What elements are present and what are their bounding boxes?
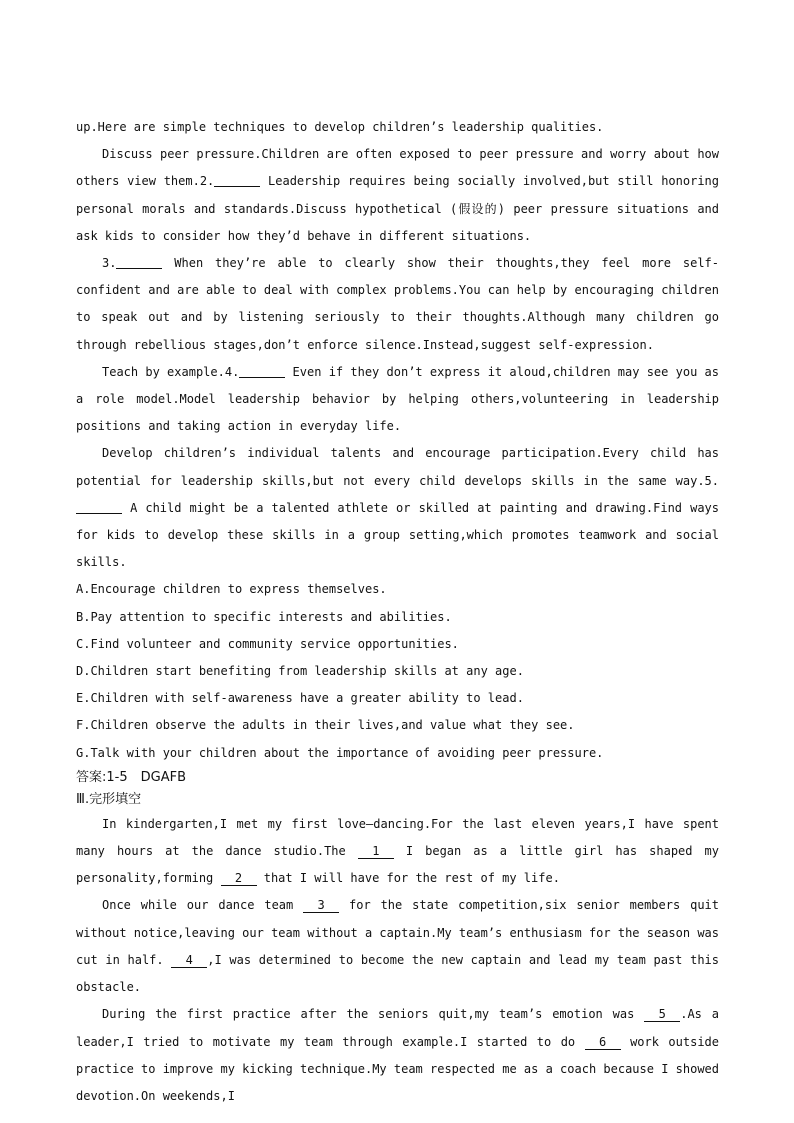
option-a: A.Encourage children to express themselves. [76,582,387,597]
passage-intro-line: up.Here are simple techniques to develop children’s leadership qualities. [76,120,604,134]
answer-key: 答案:1-5 DGAFB [76,769,186,785]
document-content [76,114,719,1110]
cloze-1-text-b: I began as a little girl has shaped my personality,forming [76,844,719,886]
paragraph-1-text-b: Leadership requires being socially involved,but still honoring personal morals and standards.Discuss hypothetical (假设的) peer pressure situations and ask kids to consider how they’d behave in different situations. [76,174,719,243]
cloze-2-text-c: ,I was determined to become the new captain and lead my team past this obstacle. [76,952,719,995]
paragraph-3-text-a: Teach by example.4. [102,364,240,379]
cloze-blank-5[interactable]: 5 [644,1007,680,1022]
cloze-3-text-a: During the first practice after the seniors quit,my team’s emotion was [102,1007,645,1022]
option-e: E.Children with self-awareness have a greater ability to lead. [76,691,524,706]
cloze-3-text-b: .As a leader,I tried to motivate my team through example.I started to do [76,1007,720,1049]
passage-paragraph-2 [76,250,719,359]
answer-blank-2[interactable] [214,173,260,187]
paragraph-2-text-a: 3. [102,256,117,271]
cloze-blank-1[interactable]: 1 [358,844,394,859]
cloze-1-text-c: that I will have for the rest of my life. [256,871,560,886]
answer-blank-4[interactable] [239,364,285,378]
section-title: Ⅲ.完形填空 [76,791,142,807]
cloze-blank-3[interactable]: 3 [303,898,339,913]
cloze-1-text-a: In kindergarten,I met my first love—dancing.For the last eleven years,I have spent many hours at the dance studio.The [76,816,719,859]
cloze-2-text-b: for the state competition,six senior members quit without notice,leaving our team without a captain.My team’s enthusiasm for the season was cut in half. [76,898,719,967]
paragraph-3-text-b: Even if they don’t express it aloud,children may see you as a role model.Model leadership behavior by helping others,volunteering in leadership positions and taking action in everyday life. [76,364,719,434]
cloze-blank-6[interactable]: 6 [585,1035,621,1050]
paragraph-1-text-a: Discuss peer pressure.Children are often exposed to peer pressure and worry about how others view them.2. [76,147,719,189]
passage-paragraph-4 [76,440,719,576]
cloze-3-text-c: work outside practice to improve my kicking technique.My team respected me as a coach because I showed devotion.On weekends,I [76,1034,719,1103]
option-b: B.Pay attention to specific interests and abilities. [76,609,452,624]
option-d: D.Children start benefiting from leadership skills at any age. [76,664,524,679]
option-g: G.Talk with your children about the importance of avoiding peer pressure. [76,745,604,760]
cloze-paragraph-2 [76,892,719,1001]
option-f: F.Children observe the adults in their lives,and value what they see. [76,718,575,733]
cloze-paragraph-1 [76,811,719,893]
answer-blank-3[interactable] [116,255,162,269]
passage-paragraph-1 [76,141,719,250]
cloze-paragraph-3 [76,1001,719,1110]
option-c: C.Find volunteer and community service opportunities. [76,636,459,651]
paragraph-4-text-b: A child might be a talented athlete or skilled at painting and drawing.Find ways for kids to develop these skills in a group setting,which promotes teamwork and social skills. [76,500,719,570]
passage-paragraph-3 [76,359,719,441]
cloze-2-text-a: Once while our dance team [102,898,304,913]
cloze-blank-4[interactable]: 4 [171,953,207,968]
paragraph-2-text-b: When they’re able to clearly show their thoughts,they feel more self-confident and are able to deal with complex problems.You can help by encouraging children to speak out and by listening seriously to their thoughts.Although many children go through rebellious stages,don’t enforce silence.Instead,suggest self-expression. [76,256,719,352]
answer-blank-5[interactable] [76,500,122,514]
paragraph-4-text-a: Develop children’s individual talents and encourage participation.Every child has potential for leadership skills,but not every child develops skills in the same way.5. [76,446,719,488]
cloze-blank-2[interactable]: 2 [221,871,257,886]
